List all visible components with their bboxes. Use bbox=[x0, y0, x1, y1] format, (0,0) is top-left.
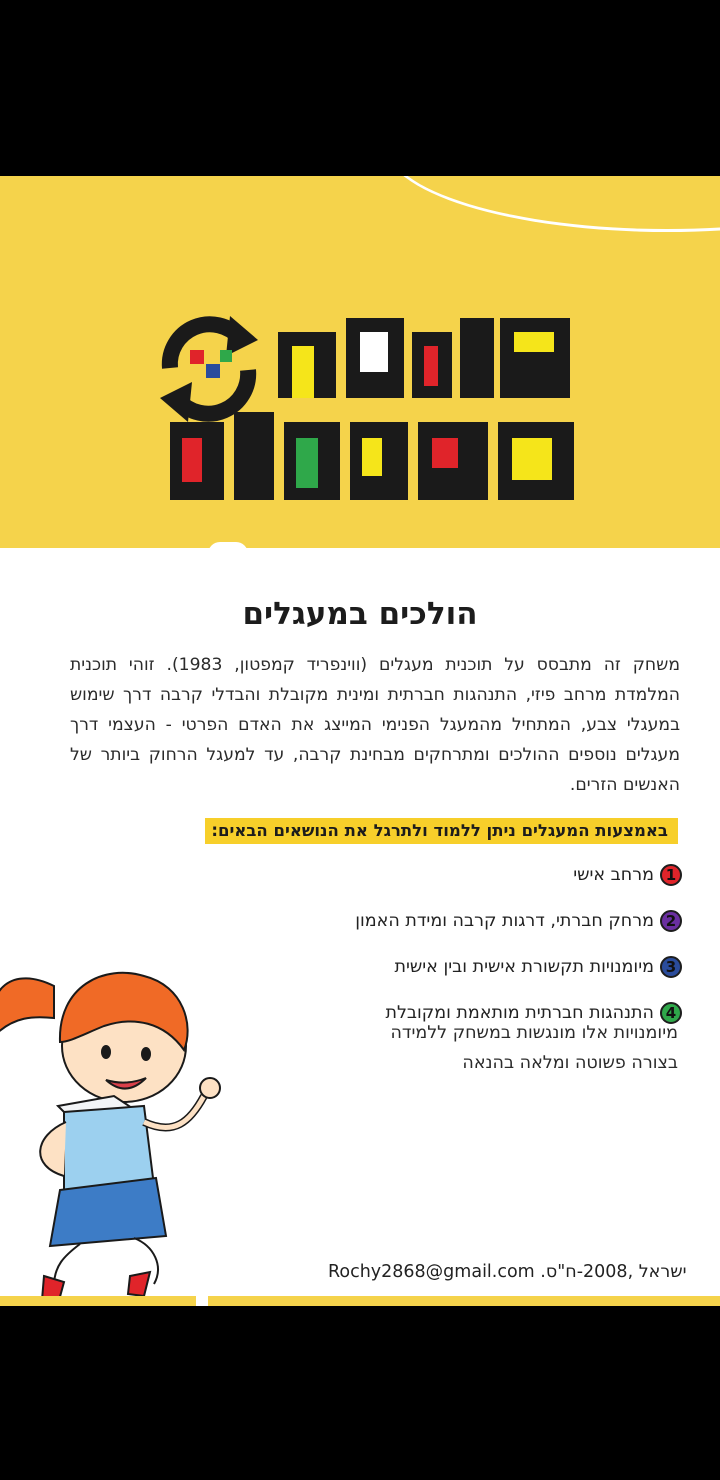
list-item-label: התנהגות חברתית מותאמת ומקובלת bbox=[385, 1003, 654, 1023]
number-badge-2: 2 bbox=[660, 910, 682, 932]
list-item-label: מרחב אישי bbox=[573, 865, 654, 885]
number-badge-3: 3 bbox=[660, 956, 682, 978]
document-page bbox=[0, 176, 720, 1306]
hero-banner bbox=[0, 176, 720, 548]
intro-paragraph: משחק זה מתבסס על תוכנית מעגלים (ווינפריד קמפטון, 1983). זוהי תוכנית המלמדת מרחב פיזי, התנהגות חברתית ומינית מקובלת והבדלי קרבה דרך שימוש במעגלי צבע, המתחיל מהמעגל הפנימי המייצג את האדם הפרטי - העצמי דרך מעגלים נוספים ההולכים ומתרחקים מבחינת קרבה, עד למעגל הרחוק ביותר של האנשים הזרים. bbox=[70, 655, 680, 795]
circular-arrows-icon bbox=[160, 316, 258, 422]
girl-illustration bbox=[0, 946, 234, 1306]
closing-line-1: מיומנויות אלו מונגשות במשחק ללמידה bbox=[390, 1023, 678, 1043]
bottom-accent-bar bbox=[0, 1296, 720, 1306]
decorative-dot bbox=[208, 542, 248, 554]
list-item bbox=[394, 954, 682, 980]
game-logo bbox=[150, 298, 600, 508]
closing-paragraph bbox=[258, 1018, 678, 1078]
logo-letters-row-1 bbox=[278, 318, 570, 398]
bottom-bar-gap bbox=[196, 1296, 208, 1306]
number-badge-1: 1 bbox=[660, 864, 682, 886]
footer-contact: Rochy2868@gmail.com .ישראל ,2008-ח"ס bbox=[328, 1262, 687, 1282]
topics-heading: באמצעות המעגלים ניתן ללמוד ולתרגל את הנושאים הבאים: bbox=[205, 818, 678, 844]
list-item-label: מיומנויות תקשורת אישית ובין אישית bbox=[394, 957, 654, 977]
document-title: הולכים במעגלים bbox=[242, 596, 478, 632]
decorative-arc bbox=[384, 176, 720, 232]
list-item bbox=[355, 908, 682, 934]
closing-line-2: בצורה פשוטה ומלאה בהנאה bbox=[462, 1053, 678, 1073]
number-badge-4: 4 bbox=[660, 1002, 682, 1024]
logo-letters-row-2 bbox=[170, 412, 574, 500]
list-item bbox=[573, 862, 682, 888]
list-item-label: מרחק חברתי, דרגות קרבה ומידת האמון bbox=[355, 911, 654, 931]
